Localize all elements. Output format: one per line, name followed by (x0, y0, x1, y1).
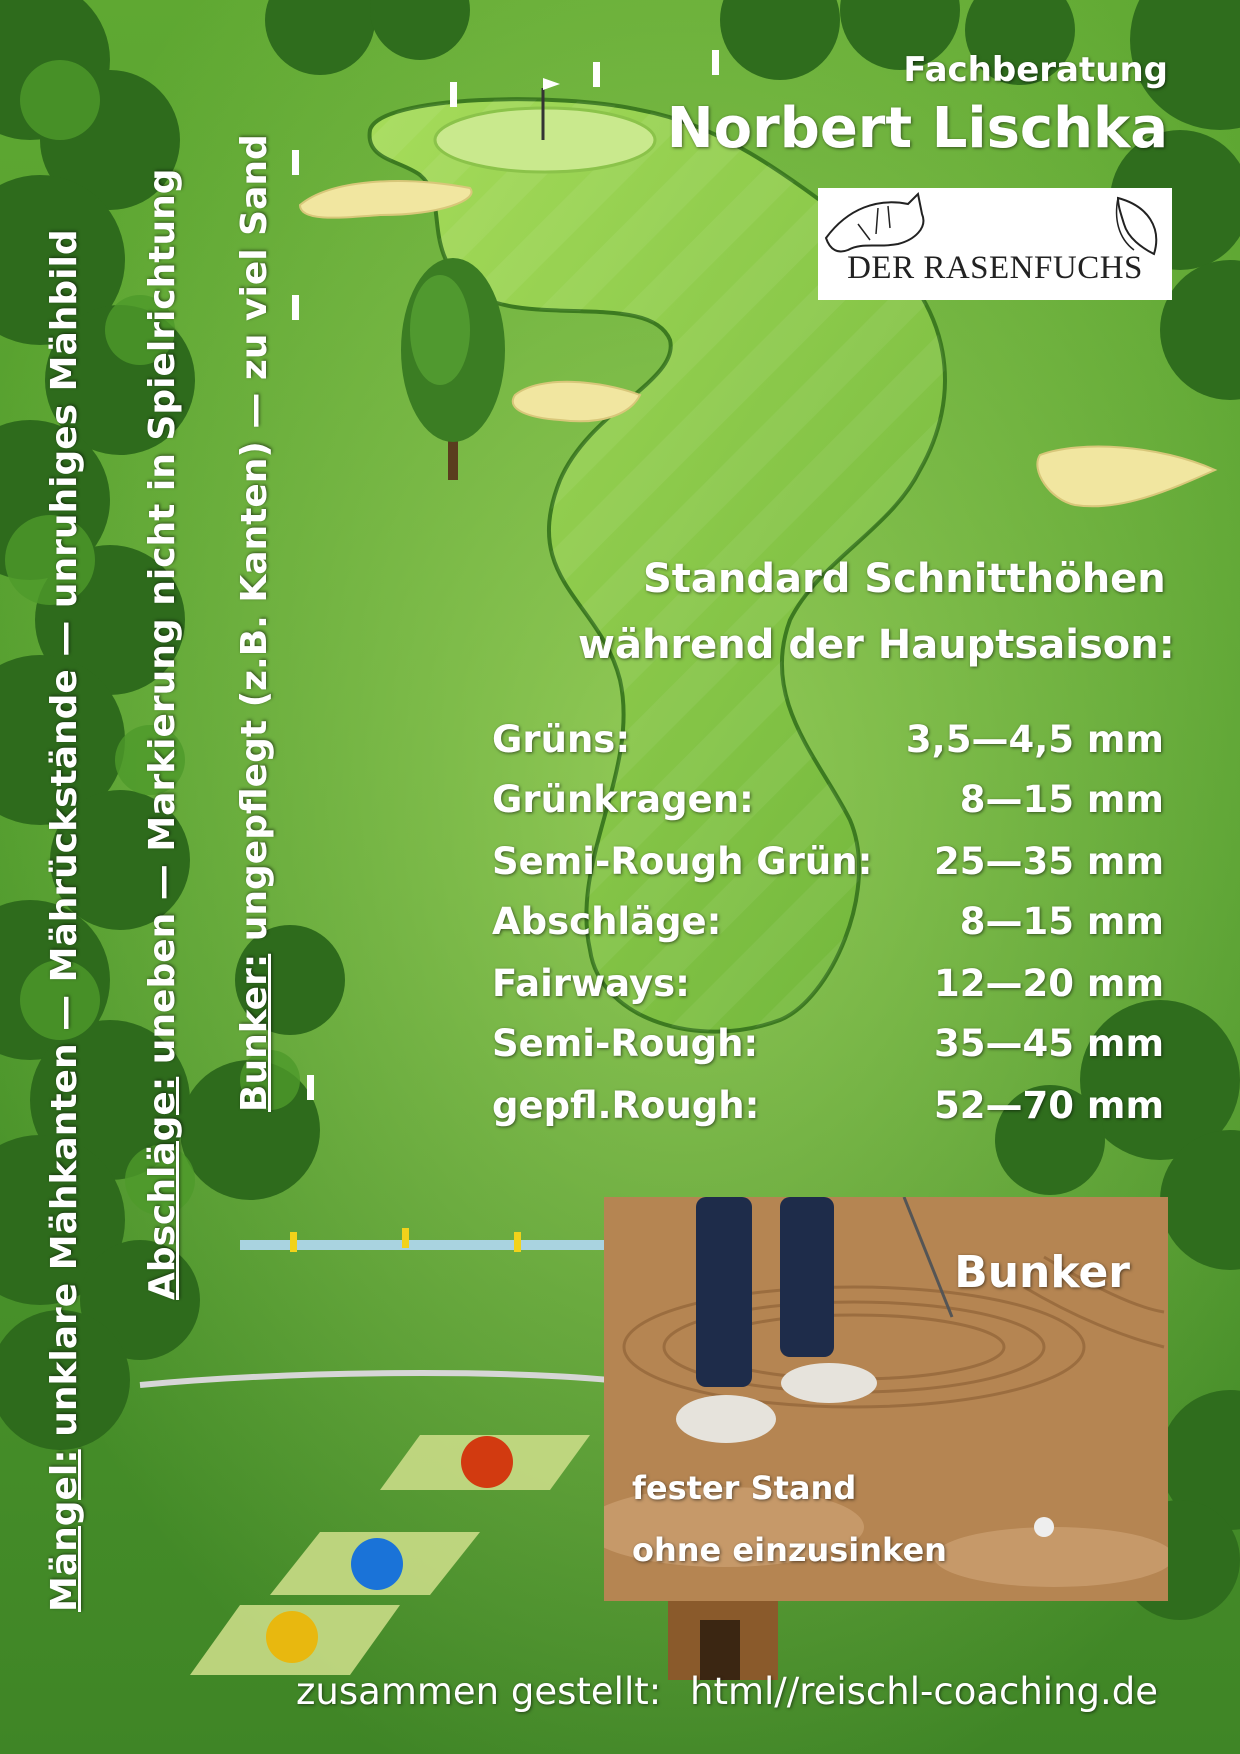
defects-general-label: Mängel: (44, 1449, 85, 1612)
defects-bunker (234, 134, 275, 1112)
height-row (492, 900, 1164, 960)
height-row (492, 962, 1164, 1022)
height-row (492, 840, 1164, 900)
footer-url: html//reischl-coaching.de (690, 1670, 1159, 1713)
height-row-value: 35—45 mm (934, 1022, 1164, 1065)
bunker-photo (604, 1197, 1168, 1601)
height-row-value: 25—35 mm (934, 840, 1164, 883)
defects-bunker-text: ungepflegt (z.B. Kanten) — zu viel Sand (234, 134, 275, 954)
footer-label: zusammen gestellt: (296, 1670, 662, 1713)
height-row (492, 1084, 1164, 1144)
defects-tees-label: Abschläge: (142, 1076, 183, 1300)
height-row-value: 3,5—4,5 mm (905, 718, 1164, 761)
defects-general (44, 229, 85, 1612)
putting-green (435, 108, 655, 172)
bunker-title: Bunker (954, 1247, 1130, 1298)
rasenfuchs-logo (818, 188, 1172, 300)
heights-title-line1: Standard Schnitthöhen (643, 556, 1166, 602)
height-row-value: 8—15 mm (959, 778, 1164, 821)
logo-text: DER RASENFUCHS (847, 250, 1143, 286)
defects-general-text: unklare Mähkanten — Mährückstände — unruhiges Mähbild (44, 229, 85, 1450)
hut (668, 1600, 778, 1680)
defects-tees (142, 169, 183, 1301)
height-row-value: 52—70 mm (934, 1084, 1164, 1127)
consultant-name: Norbert Lischka (666, 96, 1168, 161)
defects-tees-text: uneben — Markierung nicht in Spielrichtung (142, 168, 183, 1077)
height-row (492, 718, 1164, 778)
height-row (492, 1022, 1164, 1082)
bunker-caption-line2: ohne einzusinken (632, 1531, 947, 1569)
bunker-caption-line1: fester Stand (632, 1469, 857, 1507)
heights-title-line2: während der Hauptsaison: (578, 622, 1175, 668)
height-row-label: Abschläge: (492, 900, 722, 943)
height-row-value: 12—20 mm (934, 962, 1164, 1005)
height-row-label: Grüns: (492, 718, 631, 761)
defects-bunker-label: Bunker: (234, 953, 275, 1112)
height-row-value: 8—15 mm (959, 900, 1164, 943)
height-row-label: Semi-Rough Grün: (492, 840, 873, 883)
height-row-label: Fairways: (492, 962, 690, 1005)
height-row-label: Semi-Rough: (492, 1022, 759, 1065)
height-row-label: gepfl.Rough: (492, 1084, 760, 1127)
subtitle: Fachberatung (903, 50, 1168, 90)
height-row (492, 778, 1164, 838)
height-row-label: Grünkragen: (492, 778, 754, 821)
